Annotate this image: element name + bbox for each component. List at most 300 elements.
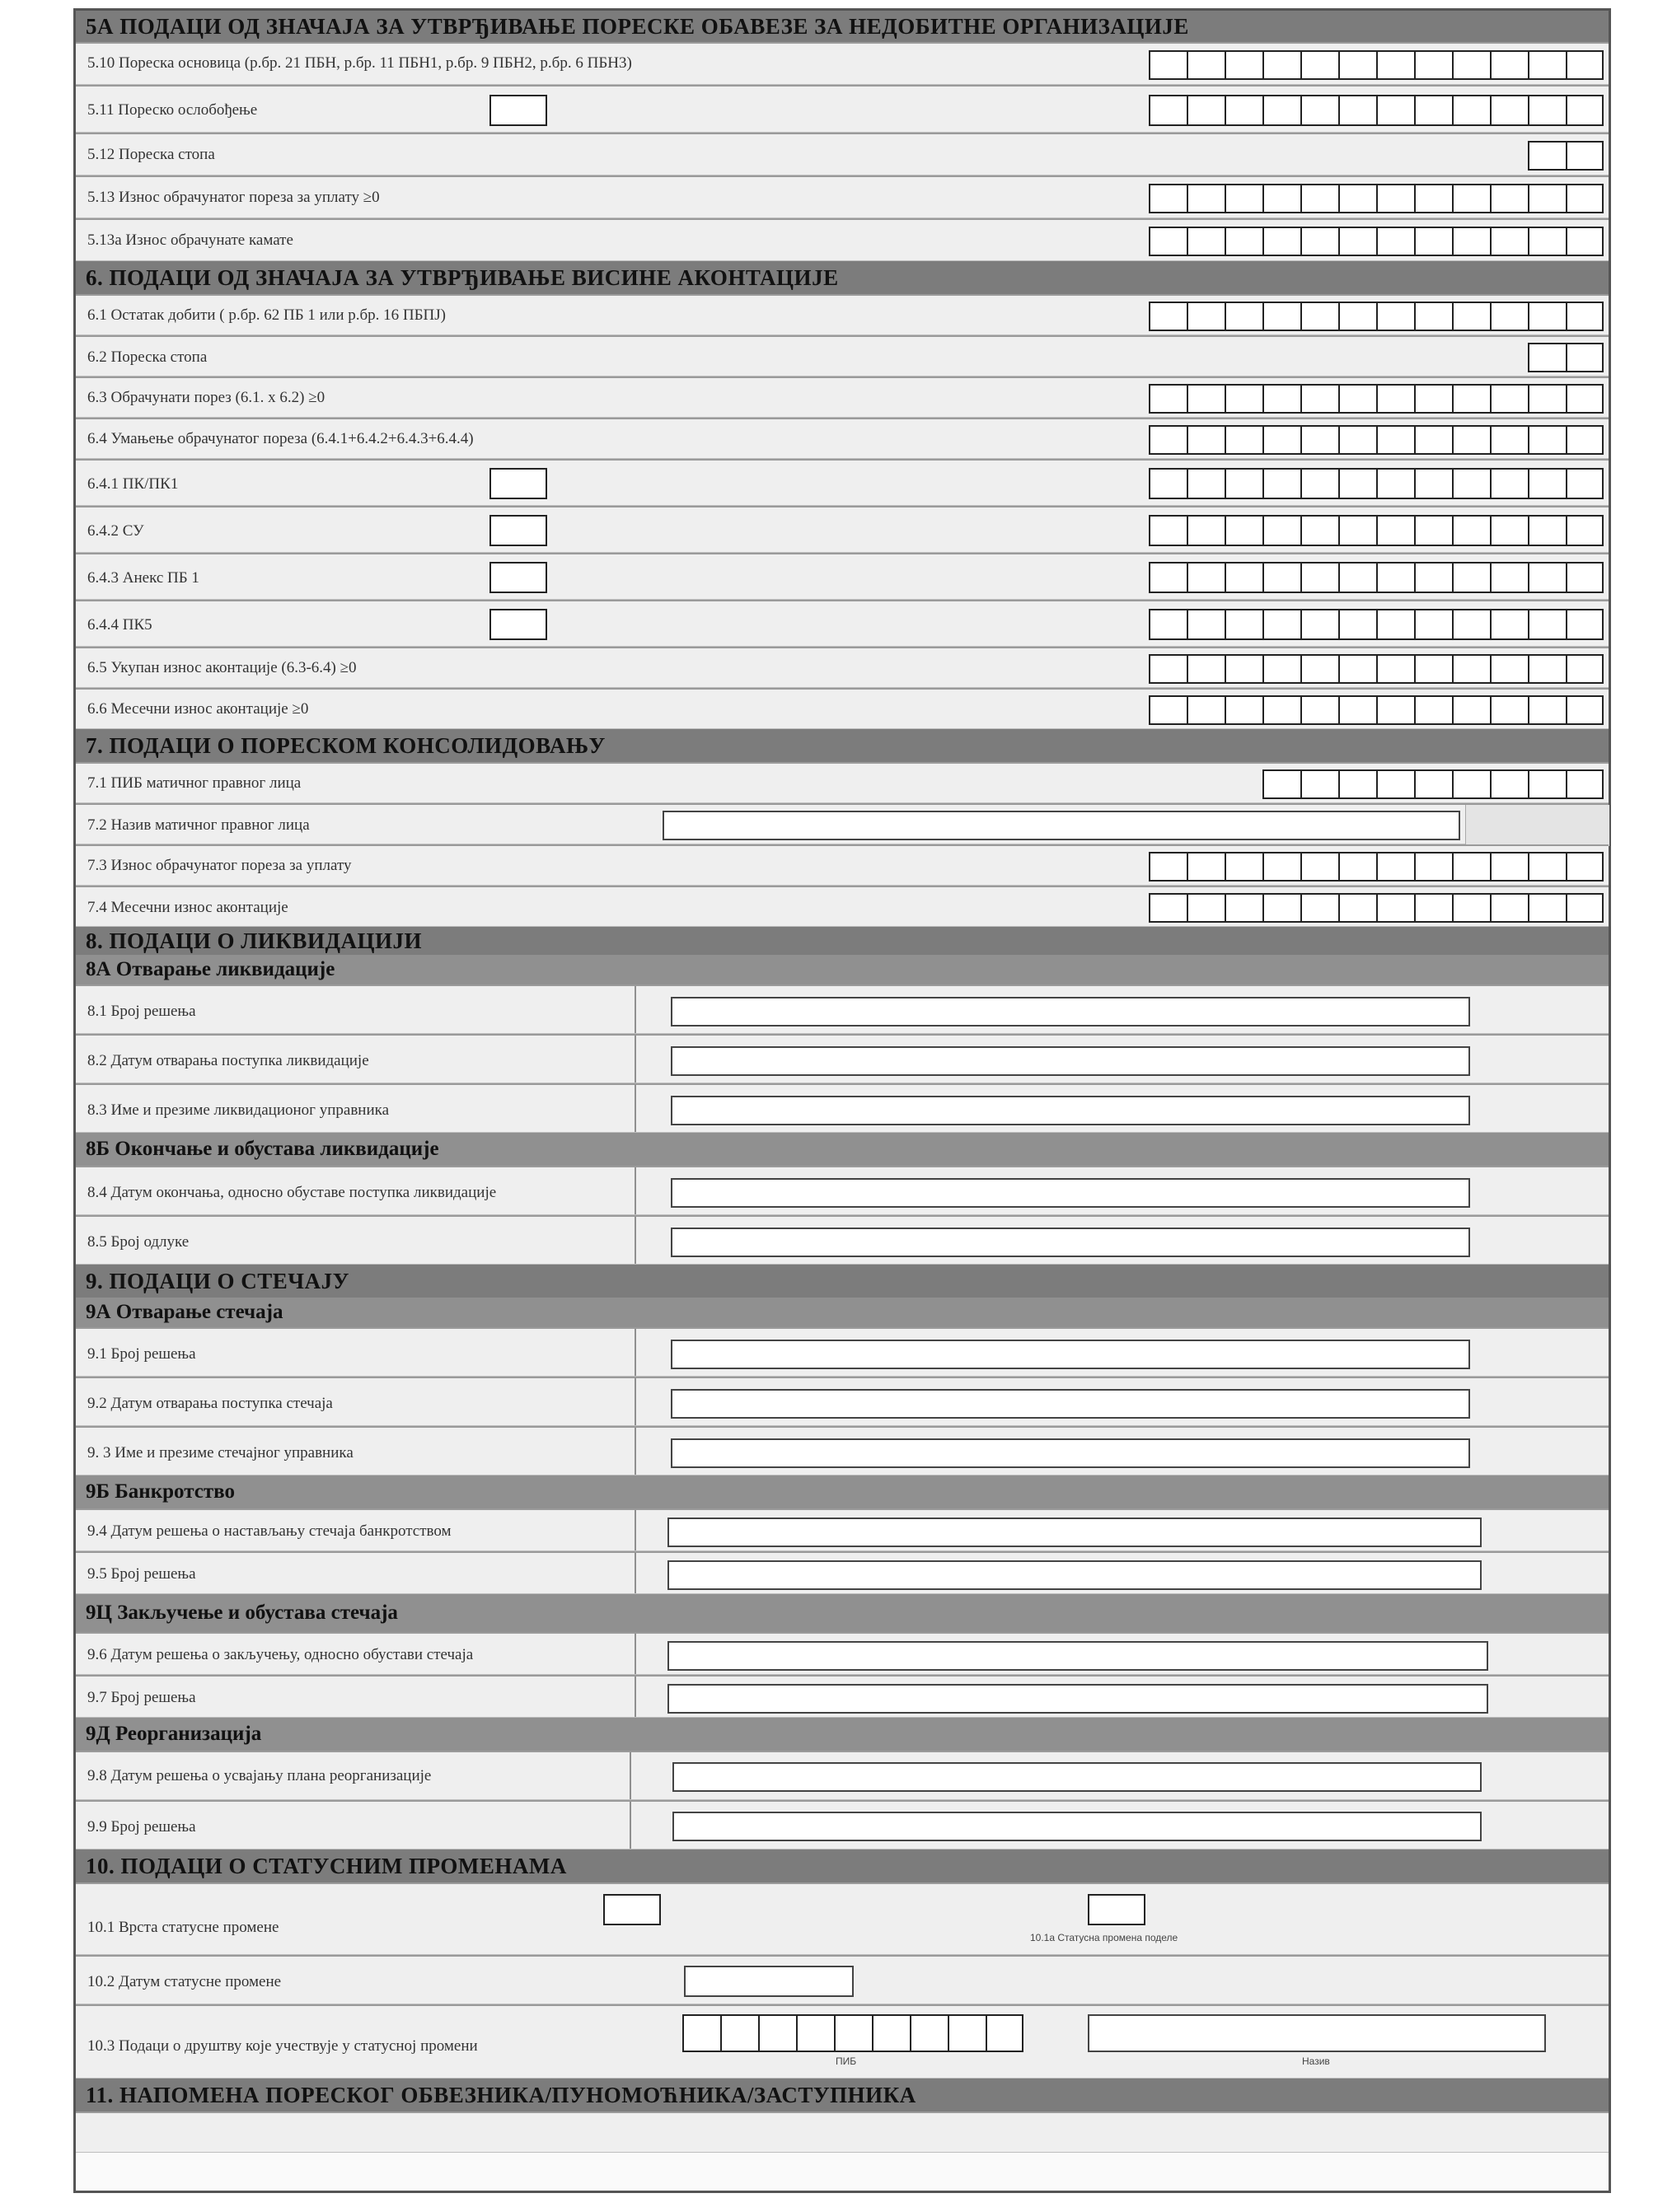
digit-cell[interactable] xyxy=(1566,893,1604,923)
digit-cell[interactable] xyxy=(1225,384,1262,414)
section-7-title: 7. ПОДАЦИ О ПОРЕСКОМ КОНСОЛИДОВАЊУ xyxy=(86,732,606,758)
row-6-4-2 xyxy=(76,506,1609,553)
row-9-1-label: 9.1 Број решења xyxy=(87,1345,196,1363)
digit-cell[interactable] xyxy=(1490,50,1528,80)
digit-cell[interactable] xyxy=(682,2014,720,2052)
row-9-9-divider xyxy=(630,1802,631,1849)
digit-cell[interactable] xyxy=(1300,227,1338,256)
row-10-3-name-input[interactable] xyxy=(1088,2014,1546,2052)
digit-cell[interactable] xyxy=(1262,50,1300,80)
digit-cell[interactable] xyxy=(1187,893,1225,923)
digit-cell[interactable] xyxy=(1566,769,1604,799)
row-9-9 xyxy=(76,1800,1609,1850)
digit-cell[interactable] xyxy=(1566,695,1604,725)
row-9-1 xyxy=(76,1327,1609,1377)
digit-cell[interactable] xyxy=(1338,425,1376,455)
digit-cell[interactable] xyxy=(1300,184,1338,213)
digit-cell[interactable] xyxy=(1376,95,1414,126)
digit-cell[interactable] xyxy=(1262,425,1300,455)
section-9d-title: 9Д Реорганизација xyxy=(86,1723,262,1745)
row-9-8 xyxy=(76,1751,1609,1800)
row-6-4-2-digit-boxes[interactable] xyxy=(1149,515,1604,546)
digit-cell[interactable] xyxy=(1566,227,1604,256)
digit-cell[interactable] xyxy=(1187,562,1225,593)
digit-cell[interactable] xyxy=(1225,893,1262,923)
digit-cell[interactable] xyxy=(720,2014,758,2052)
section-6-header xyxy=(76,261,1609,294)
digit-cell[interactable] xyxy=(1566,852,1604,882)
digit-cell[interactable] xyxy=(1414,695,1452,725)
row-7-1 xyxy=(76,762,1609,803)
digit-cell[interactable] xyxy=(1187,95,1225,126)
digit-cell[interactable] xyxy=(1452,425,1490,455)
digit-cell[interactable] xyxy=(1338,515,1376,546)
digit-cell[interactable] xyxy=(1300,654,1338,684)
digit-cell[interactable] xyxy=(1187,852,1225,882)
digit-cell[interactable] xyxy=(1452,50,1490,80)
digit-cell[interactable] xyxy=(1262,695,1300,725)
digit-cell[interactable] xyxy=(1528,852,1566,882)
row-5-13a-label: 5.13а Износ обрачунате камате xyxy=(87,231,293,249)
row-8-3-input[interactable] xyxy=(671,1096,1470,1125)
row-5-13-digit-boxes[interactable] xyxy=(1149,184,1604,213)
digit-cell[interactable] xyxy=(1376,384,1414,414)
row-10-3-pib-boxes[interactable] xyxy=(682,2014,1023,2052)
digit-cell[interactable] xyxy=(986,2014,1023,2052)
digit-cell[interactable] xyxy=(1452,95,1490,126)
digit-cell[interactable] xyxy=(1376,302,1414,331)
digit-cell[interactable] xyxy=(758,2014,796,2052)
row-8-2-input[interactable] xyxy=(671,1046,1470,1076)
digit-cell[interactable] xyxy=(1262,893,1300,923)
digit-cell[interactable] xyxy=(1566,141,1604,171)
digit-cell[interactable] xyxy=(1338,95,1376,126)
digit-cell[interactable] xyxy=(1225,302,1262,331)
digit-cell[interactable] xyxy=(1566,384,1604,414)
digit-cell[interactable] xyxy=(1414,515,1452,546)
digit-cell[interactable] xyxy=(1490,609,1528,640)
digit-cell[interactable] xyxy=(1187,184,1225,213)
digit-cell[interactable] xyxy=(1225,95,1262,126)
digit-cell[interactable] xyxy=(1528,343,1566,372)
digit-cell[interactable] xyxy=(1490,95,1528,126)
digit-cell[interactable] xyxy=(1300,302,1338,331)
digit-cell[interactable] xyxy=(1566,50,1604,80)
row-9-6-input[interactable] xyxy=(667,1641,1488,1671)
digit-cell[interactable] xyxy=(1376,695,1414,725)
section-9b-header xyxy=(76,1475,1609,1508)
digit-cell[interactable] xyxy=(1225,468,1262,499)
digit-cell[interactable] xyxy=(1300,468,1338,499)
digit-cell[interactable] xyxy=(1338,893,1376,923)
section-9d-header xyxy=(76,1718,1609,1751)
row-9-5-divider xyxy=(635,1553,636,1593)
digit-cell[interactable] xyxy=(1262,654,1300,684)
digit-cell[interactable] xyxy=(1566,562,1604,593)
row-6-4-2-checkbox[interactable] xyxy=(489,515,547,546)
digit-cell[interactable] xyxy=(1262,562,1300,593)
digit-cell[interactable] xyxy=(1528,50,1566,80)
row-6-4-digit-boxes[interactable] xyxy=(1149,425,1604,455)
digit-cell[interactable] xyxy=(1262,95,1300,126)
row-7-2-name-input[interactable] xyxy=(663,811,1460,840)
row-5-13 xyxy=(76,175,1609,218)
digit-cell[interactable] xyxy=(1528,425,1566,455)
digit-cell[interactable] xyxy=(1414,852,1452,882)
row-5-12-label: 5.12 Пореска стопа xyxy=(87,146,215,163)
row-5-10-digit-boxes[interactable] xyxy=(1149,50,1604,80)
digit-cell[interactable] xyxy=(1149,852,1187,882)
row-8-5-label: 8.5 Број одлуке xyxy=(87,1233,190,1251)
digit-cell[interactable] xyxy=(1490,769,1528,799)
digit-cell[interactable] xyxy=(1490,384,1528,414)
row-9-3-label: 9. 3 Име и презиме стечајног управника xyxy=(87,1444,354,1461)
digit-cell[interactable] xyxy=(1300,562,1338,593)
digit-cell[interactable] xyxy=(1149,893,1187,923)
row-6-4-1-checkbox[interactable] xyxy=(489,468,547,499)
digit-cell[interactable] xyxy=(1376,609,1414,640)
digit-cell[interactable] xyxy=(1225,609,1262,640)
row-10-2-date-input[interactable] xyxy=(684,1966,854,1997)
row-8-5-input[interactable] xyxy=(671,1228,1470,1257)
digit-cell[interactable] xyxy=(1187,468,1225,499)
digit-cell[interactable] xyxy=(1262,384,1300,414)
digit-cell[interactable] xyxy=(796,2014,834,2052)
digit-cell[interactable] xyxy=(1490,302,1528,331)
digit-cell[interactable] xyxy=(1414,50,1452,80)
row-7-4-label: 7.4 Месечни износ аконтације xyxy=(87,899,288,916)
section-8a-header xyxy=(76,955,1609,984)
digit-cell[interactable] xyxy=(1414,384,1452,414)
row-6-3-digit-boxes[interactable] xyxy=(1149,384,1604,414)
digit-cell[interactable] xyxy=(1376,425,1414,455)
row-10-3-pib-caption: ПИБ xyxy=(836,2055,857,2067)
digit-cell[interactable] xyxy=(1490,468,1528,499)
digit-cell[interactable] xyxy=(1262,468,1300,499)
digit-cell[interactable] xyxy=(1262,184,1300,213)
row-9-7-label: 9.7 Број решења xyxy=(87,1689,196,1706)
row-6-4-4-digit-boxes[interactable] xyxy=(1149,609,1604,640)
digit-cell[interactable] xyxy=(1528,562,1566,593)
digit-cell[interactable] xyxy=(1376,654,1414,684)
row-9-7-input[interactable] xyxy=(667,1684,1488,1714)
digit-cell[interactable] xyxy=(1490,515,1528,546)
row-10-2-label: 10.2 Датум статусне промене xyxy=(87,1973,282,1990)
digit-cell[interactable] xyxy=(1262,769,1300,799)
digit-cell[interactable] xyxy=(1528,95,1566,126)
digit-cell[interactable] xyxy=(1376,562,1414,593)
row-10-2 xyxy=(76,1955,1609,2004)
digit-cell[interactable] xyxy=(1338,852,1376,882)
digit-cell[interactable] xyxy=(1376,50,1414,80)
digit-cell[interactable] xyxy=(1414,562,1452,593)
digit-cell[interactable] xyxy=(1528,609,1566,640)
digit-cell[interactable] xyxy=(1300,852,1338,882)
digit-cell[interactable] xyxy=(1149,227,1187,256)
digit-cell[interactable] xyxy=(1187,227,1225,256)
digit-cell[interactable] xyxy=(1452,302,1490,331)
digit-cell[interactable] xyxy=(1414,893,1452,923)
row-8-3-label: 8.3 Име и презиме ликвидационог управника xyxy=(87,1101,390,1119)
row-8-4-input[interactable] xyxy=(671,1178,1470,1208)
digit-cell[interactable] xyxy=(1262,227,1300,256)
row-7-1-pib-boxes[interactable] xyxy=(1262,769,1604,799)
row-9-3-input[interactable] xyxy=(671,1438,1470,1468)
digit-cell[interactable] xyxy=(1225,184,1262,213)
row-7-3-digit-boxes[interactable] xyxy=(1149,852,1604,882)
digit-cell[interactable] xyxy=(1566,95,1604,126)
row-10-3 xyxy=(76,2004,1609,2079)
digit-cell[interactable] xyxy=(1149,609,1187,640)
digit-cell[interactable] xyxy=(1490,562,1528,593)
section-9c-title: 9Ц Закључење и обустава стечаја xyxy=(86,1602,398,1624)
row-6-1-digit-boxes[interactable] xyxy=(1149,302,1604,331)
row-9-4-input[interactable] xyxy=(667,1518,1482,1547)
digit-cell[interactable] xyxy=(1490,852,1528,882)
row-11-note[interactable] xyxy=(76,2111,1609,2153)
digit-cell[interactable] xyxy=(1300,769,1338,799)
digit-cell[interactable] xyxy=(1338,654,1376,684)
digit-cell[interactable] xyxy=(1452,609,1490,640)
digit-cell[interactable] xyxy=(948,2014,986,2052)
digit-cell[interactable] xyxy=(1187,695,1225,725)
digit-cell[interactable] xyxy=(1528,302,1566,331)
row-8-3 xyxy=(76,1083,1609,1133)
digit-cell[interactable] xyxy=(1376,227,1414,256)
digit-cell[interactable] xyxy=(1566,184,1604,213)
row-9-9-label: 9.9 Број решења xyxy=(87,1818,196,1836)
row-6-6-digit-boxes[interactable] xyxy=(1149,695,1604,725)
digit-cell[interactable] xyxy=(1187,609,1225,640)
digit-cell[interactable] xyxy=(1300,95,1338,126)
digit-cell[interactable] xyxy=(1338,695,1376,725)
digit-cell[interactable] xyxy=(1452,184,1490,213)
digit-cell[interactable] xyxy=(1452,654,1490,684)
row-7-2-label: 7.2 Назив матичног правног лица xyxy=(87,816,310,834)
digit-cell[interactable] xyxy=(910,2014,948,2052)
row-8-2-divider xyxy=(635,1036,636,1083)
row-9-8-input[interactable] xyxy=(672,1762,1482,1792)
digit-cell[interactable] xyxy=(1566,654,1604,684)
digit-cell[interactable] xyxy=(834,2014,872,2052)
digit-cell[interactable] xyxy=(1490,695,1528,725)
digit-cell[interactable] xyxy=(1490,893,1528,923)
digit-cell[interactable] xyxy=(1528,769,1566,799)
digit-cell[interactable] xyxy=(1149,95,1187,126)
row-6-4-4-checkbox[interactable] xyxy=(489,609,547,640)
digit-cell[interactable] xyxy=(1262,609,1300,640)
digit-cell[interactable] xyxy=(1376,852,1414,882)
digit-cell[interactable] xyxy=(1225,695,1262,725)
tax-form-page xyxy=(73,8,1611,2193)
digit-cell[interactable] xyxy=(1187,425,1225,455)
digit-cell[interactable] xyxy=(1338,50,1376,80)
digit-cell[interactable] xyxy=(1414,302,1452,331)
digit-cell[interactable] xyxy=(1149,468,1187,499)
row-8-5-divider xyxy=(635,1217,636,1264)
digit-cell[interactable] xyxy=(1528,141,1566,171)
digit-cell[interactable] xyxy=(1225,852,1262,882)
digit-cell[interactable] xyxy=(1452,468,1490,499)
digit-cell[interactable] xyxy=(1300,893,1338,923)
digit-cell[interactable] xyxy=(1300,384,1338,414)
digit-cell[interactable] xyxy=(1338,227,1376,256)
digit-cell[interactable] xyxy=(1376,184,1414,213)
digit-cell[interactable] xyxy=(1187,50,1225,80)
digit-cell[interactable] xyxy=(1376,515,1414,546)
digit-cell[interactable] xyxy=(1149,425,1187,455)
digit-cell[interactable] xyxy=(1528,893,1566,923)
digit-cell[interactable] xyxy=(1566,425,1604,455)
digit-cell[interactable] xyxy=(1300,609,1338,640)
row-9-9-input[interactable] xyxy=(672,1812,1482,1841)
digit-cell[interactable] xyxy=(1225,227,1262,256)
digit-cell[interactable] xyxy=(1300,695,1338,725)
digit-cell[interactable] xyxy=(1452,852,1490,882)
digit-cell[interactable] xyxy=(1300,515,1338,546)
digit-cell[interactable] xyxy=(1528,227,1566,256)
digit-cell[interactable] xyxy=(1490,425,1528,455)
digit-cell[interactable] xyxy=(1414,425,1452,455)
row-5-12-digit-boxes[interactable] xyxy=(1528,141,1604,171)
digit-cell[interactable] xyxy=(1414,654,1452,684)
digit-cell[interactable] xyxy=(1528,515,1566,546)
digit-cell[interactable] xyxy=(1225,562,1262,593)
digit-cell[interactable] xyxy=(1225,515,1262,546)
digit-cell[interactable] xyxy=(1187,515,1225,546)
row-7-4-digit-boxes[interactable] xyxy=(1149,893,1604,923)
digit-cell[interactable] xyxy=(1262,852,1300,882)
digit-cell[interactable] xyxy=(1566,515,1604,546)
digit-cell[interactable] xyxy=(1566,343,1604,372)
digit-cell[interactable] xyxy=(1338,468,1376,499)
digit-cell[interactable] xyxy=(1300,50,1338,80)
row-10-1a-division-box[interactable] xyxy=(1088,1894,1145,1925)
digit-cell[interactable] xyxy=(1452,695,1490,725)
row-6-2-digit-boxes[interactable] xyxy=(1528,343,1604,372)
digit-cell[interactable] xyxy=(1149,695,1187,725)
digit-cell[interactable] xyxy=(1528,468,1566,499)
digit-cell[interactable] xyxy=(1187,302,1225,331)
section-9b-title: 9Б Банкротство xyxy=(86,1480,235,1503)
digit-cell[interactable] xyxy=(1149,515,1187,546)
digit-cell[interactable] xyxy=(1490,654,1528,684)
row-6-4-1-digit-boxes[interactable] xyxy=(1149,468,1604,499)
digit-cell[interactable] xyxy=(1338,562,1376,593)
digit-cell[interactable] xyxy=(1225,425,1262,455)
digit-cell[interactable] xyxy=(1187,654,1225,684)
digit-cell[interactable] xyxy=(1452,893,1490,923)
row-6-4-1-label: 6.4.1 ПК/ПК1 xyxy=(87,475,179,493)
digit-cell[interactable] xyxy=(1149,562,1187,593)
section-9a-header xyxy=(76,1298,1609,1327)
digit-cell[interactable] xyxy=(1566,468,1604,499)
row-6-4-3-digit-boxes[interactable] xyxy=(1149,562,1604,593)
digit-cell[interactable] xyxy=(1528,654,1566,684)
row-9-7-divider xyxy=(635,1677,636,1717)
row-5-11-label: 5.11 Пореско ослобођење xyxy=(87,101,258,119)
digit-cell[interactable] xyxy=(1528,184,1566,213)
digit-cell[interactable] xyxy=(1338,184,1376,213)
digit-cell[interactable] xyxy=(1452,515,1490,546)
row-7-4 xyxy=(76,886,1609,927)
digit-cell[interactable] xyxy=(1452,384,1490,414)
digit-cell[interactable] xyxy=(1414,95,1452,126)
row-10-1-type-box[interactable] xyxy=(603,1894,661,1925)
row-6-5-digit-boxes[interactable] xyxy=(1149,654,1604,684)
row-6-4-4 xyxy=(76,600,1609,647)
row-9-1-input[interactable] xyxy=(671,1340,1470,1369)
digit-cell[interactable] xyxy=(1149,184,1187,213)
row-9-5-input[interactable] xyxy=(667,1560,1482,1590)
digit-cell[interactable] xyxy=(1376,769,1414,799)
digit-cell[interactable] xyxy=(1566,302,1604,331)
digit-cell[interactable] xyxy=(1452,227,1490,256)
digit-cell[interactable] xyxy=(1338,609,1376,640)
section-9c-header xyxy=(76,1594,1609,1632)
digit-cell[interactable] xyxy=(1338,302,1376,331)
row-5-13a-digit-boxes[interactable] xyxy=(1149,227,1604,256)
digit-cell[interactable] xyxy=(1528,384,1566,414)
digit-cell[interactable] xyxy=(872,2014,910,2052)
digit-cell[interactable] xyxy=(1414,468,1452,499)
row-6-4-3-checkbox[interactable] xyxy=(489,562,547,593)
digit-cell[interactable] xyxy=(1376,468,1414,499)
digit-cell[interactable] xyxy=(1225,654,1262,684)
digit-cell[interactable] xyxy=(1149,384,1187,414)
digit-cell[interactable] xyxy=(1149,50,1187,80)
digit-cell[interactable] xyxy=(1262,515,1300,546)
row-5-11-digit-boxes[interactable] xyxy=(1149,95,1604,126)
digit-cell[interactable] xyxy=(1149,302,1187,331)
row-6-4-2-label: 6.4.2 СУ xyxy=(87,522,144,540)
digit-cell[interactable] xyxy=(1225,50,1262,80)
digit-cell[interactable] xyxy=(1376,893,1414,923)
row-6-3-label: 6.3 Обрачунати порез (6.1. x 6.2) ≥0 xyxy=(87,389,326,406)
digit-cell[interactable] xyxy=(1414,769,1452,799)
row-7-3 xyxy=(76,844,1609,886)
digit-cell[interactable] xyxy=(1528,695,1566,725)
row-11-note-continued[interactable] xyxy=(76,2153,1609,2191)
row-8-4 xyxy=(76,1166,1609,1215)
digit-cell[interactable] xyxy=(1338,384,1376,414)
digit-cell[interactable] xyxy=(1187,384,1225,414)
digit-cell[interactable] xyxy=(1452,769,1490,799)
row-9-6-label: 9.6 Датум решења о закључењу, односно обустави стечаја xyxy=(87,1646,474,1663)
digit-cell[interactable] xyxy=(1490,184,1528,213)
digit-cell[interactable] xyxy=(1414,609,1452,640)
digit-cell[interactable] xyxy=(1414,227,1452,256)
row-8-5 xyxy=(76,1215,1609,1265)
digit-cell[interactable] xyxy=(1338,769,1376,799)
digit-cell[interactable] xyxy=(1414,184,1452,213)
digit-cell[interactable] xyxy=(1452,562,1490,593)
digit-cell[interactable] xyxy=(1262,302,1300,331)
row-6-4-1 xyxy=(76,459,1609,506)
digit-cell[interactable] xyxy=(1490,227,1528,256)
digit-cell[interactable] xyxy=(1149,654,1187,684)
row-9-2-input[interactable] xyxy=(671,1389,1470,1419)
row-9-6-divider xyxy=(635,1634,636,1674)
row-5-13-label: 5.13 Износ обрачунатог пореза за уплату ≥0 xyxy=(87,189,380,206)
row-9-1-divider xyxy=(635,1329,636,1376)
row-9-6 xyxy=(76,1632,1609,1675)
digit-cell[interactable] xyxy=(1300,425,1338,455)
row-5-11-checkbox[interactable] xyxy=(489,95,547,126)
row-6-1-label: 6.1 Остатак добити ( р.бр. 62 ПБ 1 или р.бр. 16 ПБПЈ) xyxy=(87,306,446,324)
row-8-1-input[interactable] xyxy=(671,997,1470,1026)
digit-cell[interactable] xyxy=(1566,609,1604,640)
